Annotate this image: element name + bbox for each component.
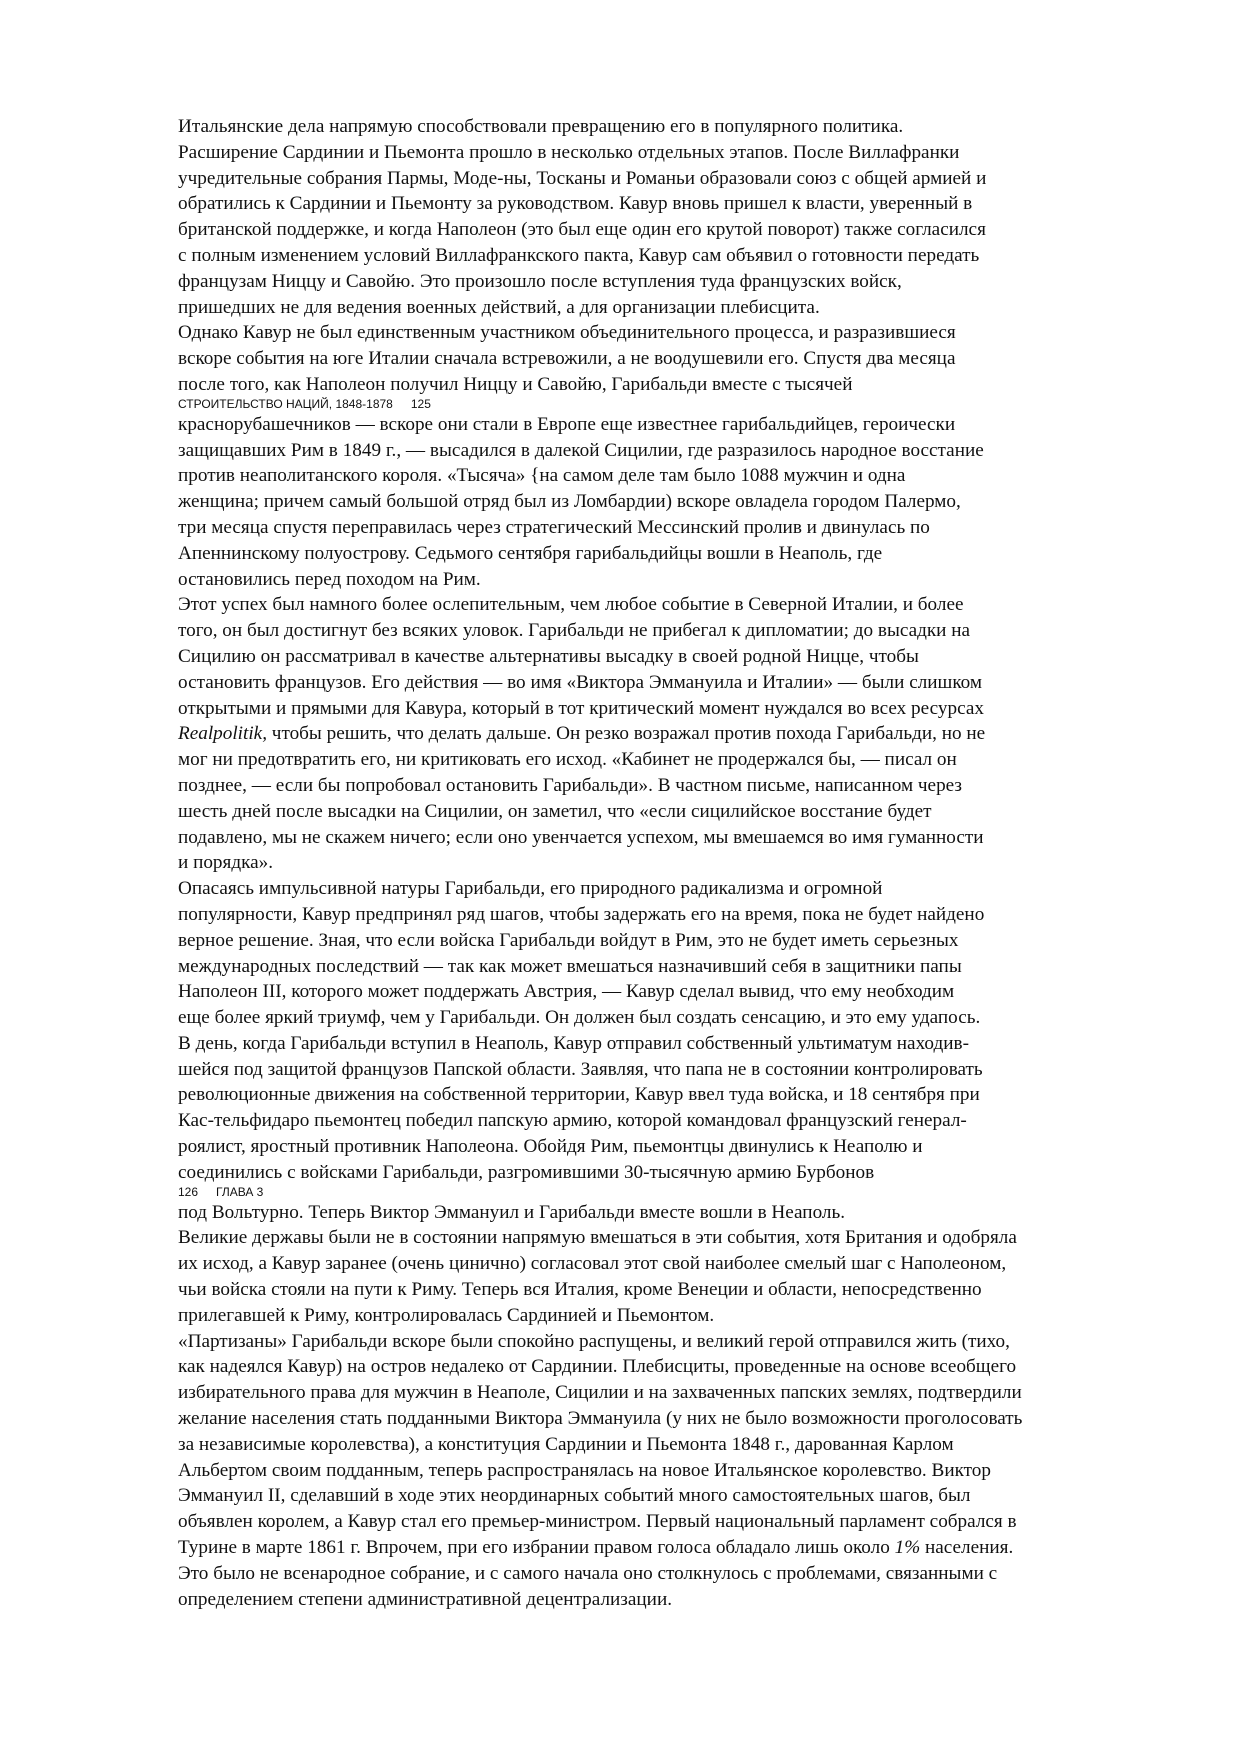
page-number: 126	[178, 1184, 199, 1199]
text-line: соединились с войсками Гарибальди, разгромившими 30-тысячную армию Бурбонов	[178, 1161, 875, 1183]
text-line: Опасаясь импульсивной натуры Гарибальди, его природного радикализма и огромной	[178, 878, 883, 900]
text-line: Кас-тельфидаро пьемонтец победил папскую армию, которой командовал французский генерал-	[178, 1110, 967, 1132]
text-line: верное решение. Зная, что если войска Гарибальди войдут в Рим, это не будет иметь серьезных	[178, 929, 959, 951]
text-line: шейся под защитой французов Папской области. Заявляя, что папа не в состоянии контролировать	[178, 1058, 983, 1080]
text-line: определением степени административной децентрализации.	[178, 1588, 673, 1610]
text-line: позднее, — если бы попробовал остановить Гарибальди». В частном письме, написанном через	[178, 774, 962, 796]
text-line: еще более яркий триумф, чем у Гарибальди. Он должен был создать сенсацию, и это ему удапось.	[178, 1007, 981, 1029]
text-line: объявлен королем, а Кавур стал его премьер-министром. Первый национальный парламент собрался в	[178, 1511, 1017, 1533]
text-line: под Вольтурно. Теперь Виктор Эммануил и Гарибальди вместе вошли в Неаполь.	[178, 1201, 846, 1223]
text-line: того, он был достигнут без всяких уловок. Гарибальди не прибегал к дипломатии; до высадки на	[178, 620, 971, 642]
running-header	[178, 1185, 1178, 1199]
text-run: населения.	[920, 1537, 1014, 1559]
text-line: вскоре события на юге Италии сначала встревожили, а не воодушевили его. Спустя два месяца	[178, 348, 956, 370]
text-line: три месяца спустя переправилась через стратегический Мессинский пролив и двинулась по	[178, 516, 930, 538]
running-header-title: ГЛАВА 3	[216, 1184, 264, 1199]
text-line: роялист, яростный противник Наполеона. Обойдя Рим, пьемонтцы двинулись к Неаполю и	[178, 1136, 923, 1158]
paragraph	[178, 592, 1178, 876]
text-line: мог ни предотвратить его, ни критиковать его исход. «Кабинет не продержался бы, — писал он	[178, 749, 957, 771]
text-line: за независимые королевства), а конституция Сардинии и Пьемонта 1848 г., дарованная Карлом	[178, 1433, 954, 1455]
italic-term: Realpolitik,	[178, 723, 267, 745]
page-number: 125	[410, 396, 431, 411]
text-line: «Партизаны» Гарибальди вскоре были спокойно распущены, и великий герой отправился жить (тихо,	[178, 1330, 1010, 1352]
text-line: и порядка».	[178, 852, 274, 874]
paragraph	[178, 320, 1178, 397]
text-line: Этот успех был намного более ослепительным, чем любое событие в Северной Италии, и более	[178, 594, 964, 616]
text-line: Однако Кавур не был единственным участником объединительного процесса, и разразившиеся	[178, 322, 956, 344]
italic-term: 1%	[894, 1537, 921, 1559]
paragraph	[178, 1200, 1178, 1226]
text-line	[178, 721, 1178, 747]
text-line: Наполеон III, которого может поддержать Австрия, — Кавур сделал вывид, что ему необходим	[178, 981, 955, 1003]
text-line: чьи войска стояли на пути к Риму. Теперь вся Италия, кроме Венеции и области, непосредственно	[178, 1279, 982, 1301]
paragraph	[178, 876, 1178, 1186]
text-line: Великие державы были не в состоянии напрямую вмешаться в эти события, хотя Британия и одобряла	[178, 1227, 1017, 1249]
paragraph	[178, 114, 1178, 320]
text-line: британской поддержке, и когда Наполеон (это был еще один его крутой поворот) также согласился	[178, 219, 986, 241]
text-line: международных последствий — так как может вмешаться назначивший себя в защитники папы	[178, 955, 962, 977]
paragraph	[178, 1225, 1178, 1328]
text-line: против неаполитанского короля. «Тысяча» {на самом деле там было 1088 мужчин и одна	[178, 465, 906, 487]
text-line: революционные движения на собственной территории, Кавур ввел туда войска, и 18 сентября при	[178, 1084, 980, 1106]
text-line: с полным изменением условий Виллафранкского пакта, Кавур сам объявил о готовности передать	[178, 244, 980, 266]
text-line: Это было не всенародное собрание, и с самого начала оно столкнулось с проблемами, связанными с	[178, 1562, 998, 1584]
paragraph	[178, 412, 1178, 593]
text-run: чтобы решить, что делать дальше. Он резко возражал против похода Гарибальди, но не	[267, 723, 986, 745]
text-line: Итальянские дела напрямую способствовали превращению его в популярного политика.	[178, 116, 904, 137]
text-line: женщина; причем самый большой отряд был из Ломбардии) вскоре овладела городом Палермо,	[178, 491, 961, 513]
running-header-title: СТРОИТЕЛЬСТВО НАЦИЙ, 1848-1878	[178, 396, 393, 411]
text-line: краснорубашечников — вскоре они стали в Европе еще известнее гарибальдийцев, героически	[178, 413, 956, 435]
text-line: избирательного права для мужчин в Неаполе, Сицилии и на захваченных папских землях, подтвердили	[178, 1382, 1022, 1404]
text-line: остановились перед походом на Рим.	[178, 568, 481, 590]
text-line: после того, как Наполеон получил Ниццу и Савойю, Гарибальди вместе с тысячей	[178, 373, 853, 395]
text-line: пришедших не для ведения военных действий, а для организации плебисцита.	[178, 296, 820, 318]
text-line: подавлено, мы не скажем ничего; если оно увенчается успехом, мы вмешаемся во имя гуманности	[178, 826, 984, 848]
text-line	[178, 1535, 1178, 1561]
text-line: В день, когда Гарибальди вступил в Неаполь, Кавур отправил собственный ультиматум находив-	[178, 1032, 969, 1054]
text-line: Эммануил II, сделавший в ходе этих неординарных событий много самостоятельных шагов, был	[178, 1485, 971, 1507]
text-line: шесть дней после высадки на Сицилии, он заметил, что «если сицилийское восстание будет	[178, 800, 932, 822]
text-line: Сицилию он рассматривал в качестве альтернативы высадку в своей родной Ницце, чтобы	[178, 645, 919, 667]
text-line: остановить французов. Его действия — во имя «Виктора Эммануила и Италии» — были слишком	[178, 671, 983, 693]
text-line: учредительные собрания Пармы, Моде-ны, Тосканы и Романьи образовали союз с общей армией и	[178, 167, 987, 189]
text-line: открытыми и прямыми для Кавура, который в тот критический момент нуждался во всех ресурсах	[178, 697, 984, 719]
text-line: защищавших Рим в 1849 г., — высадился в далекой Сицилии, где разразилось народное восстание	[178, 439, 984, 461]
text-line: Расширение Сардинии и Пьемонта прошло в несколько отдельных этапов. После Виллафранки	[178, 141, 960, 163]
running-header	[178, 397, 1178, 411]
paragraph	[178, 1329, 1178, 1613]
text-line: Альбертом своим подданным, теперь распространялась на новое Итальянское королевство. Виктор	[178, 1459, 991, 1481]
text-line: их исход, а Кавур заранее (очень цинично) согласовал этот свой наиболее смелый шаг с Наполеоном,	[178, 1253, 1007, 1275]
text-line: прилегавшей к Риму, контролировалась Сардинией и Пьемонтом.	[178, 1304, 715, 1326]
text-line: популярности, Кавур предпринял ряд шагов, чтобы задержать его на время, пока не будет найдено	[178, 903, 985, 925]
text-line: как надеялся Кавур) на остров недалеко от Сардинии. Плебисциты, проведенные на основе всеобщего	[178, 1356, 1017, 1378]
text-line: желание населения стать подданными Виктора Эммануила (у них не было возможности проголосовать	[178, 1408, 1023, 1430]
text-line: Апеннинскому полуострову. Седьмого сентября гарибальдийцы вошли в Неаполь, где	[178, 542, 883, 564]
book-page	[178, 114, 1178, 1612]
text-line: французам Ниццу и Савойю. Это произошло после вступления туда французских войск,	[178, 270, 902, 292]
text-run: Турине в марте 1861 г. Впрочем, при его избрании правом голоса обладало лишь около	[178, 1537, 895, 1559]
text-line: обратились к Сардинии и Пьемонту за руководством. Кавур вновь пришел к власти, уверенный в	[178, 193, 973, 215]
